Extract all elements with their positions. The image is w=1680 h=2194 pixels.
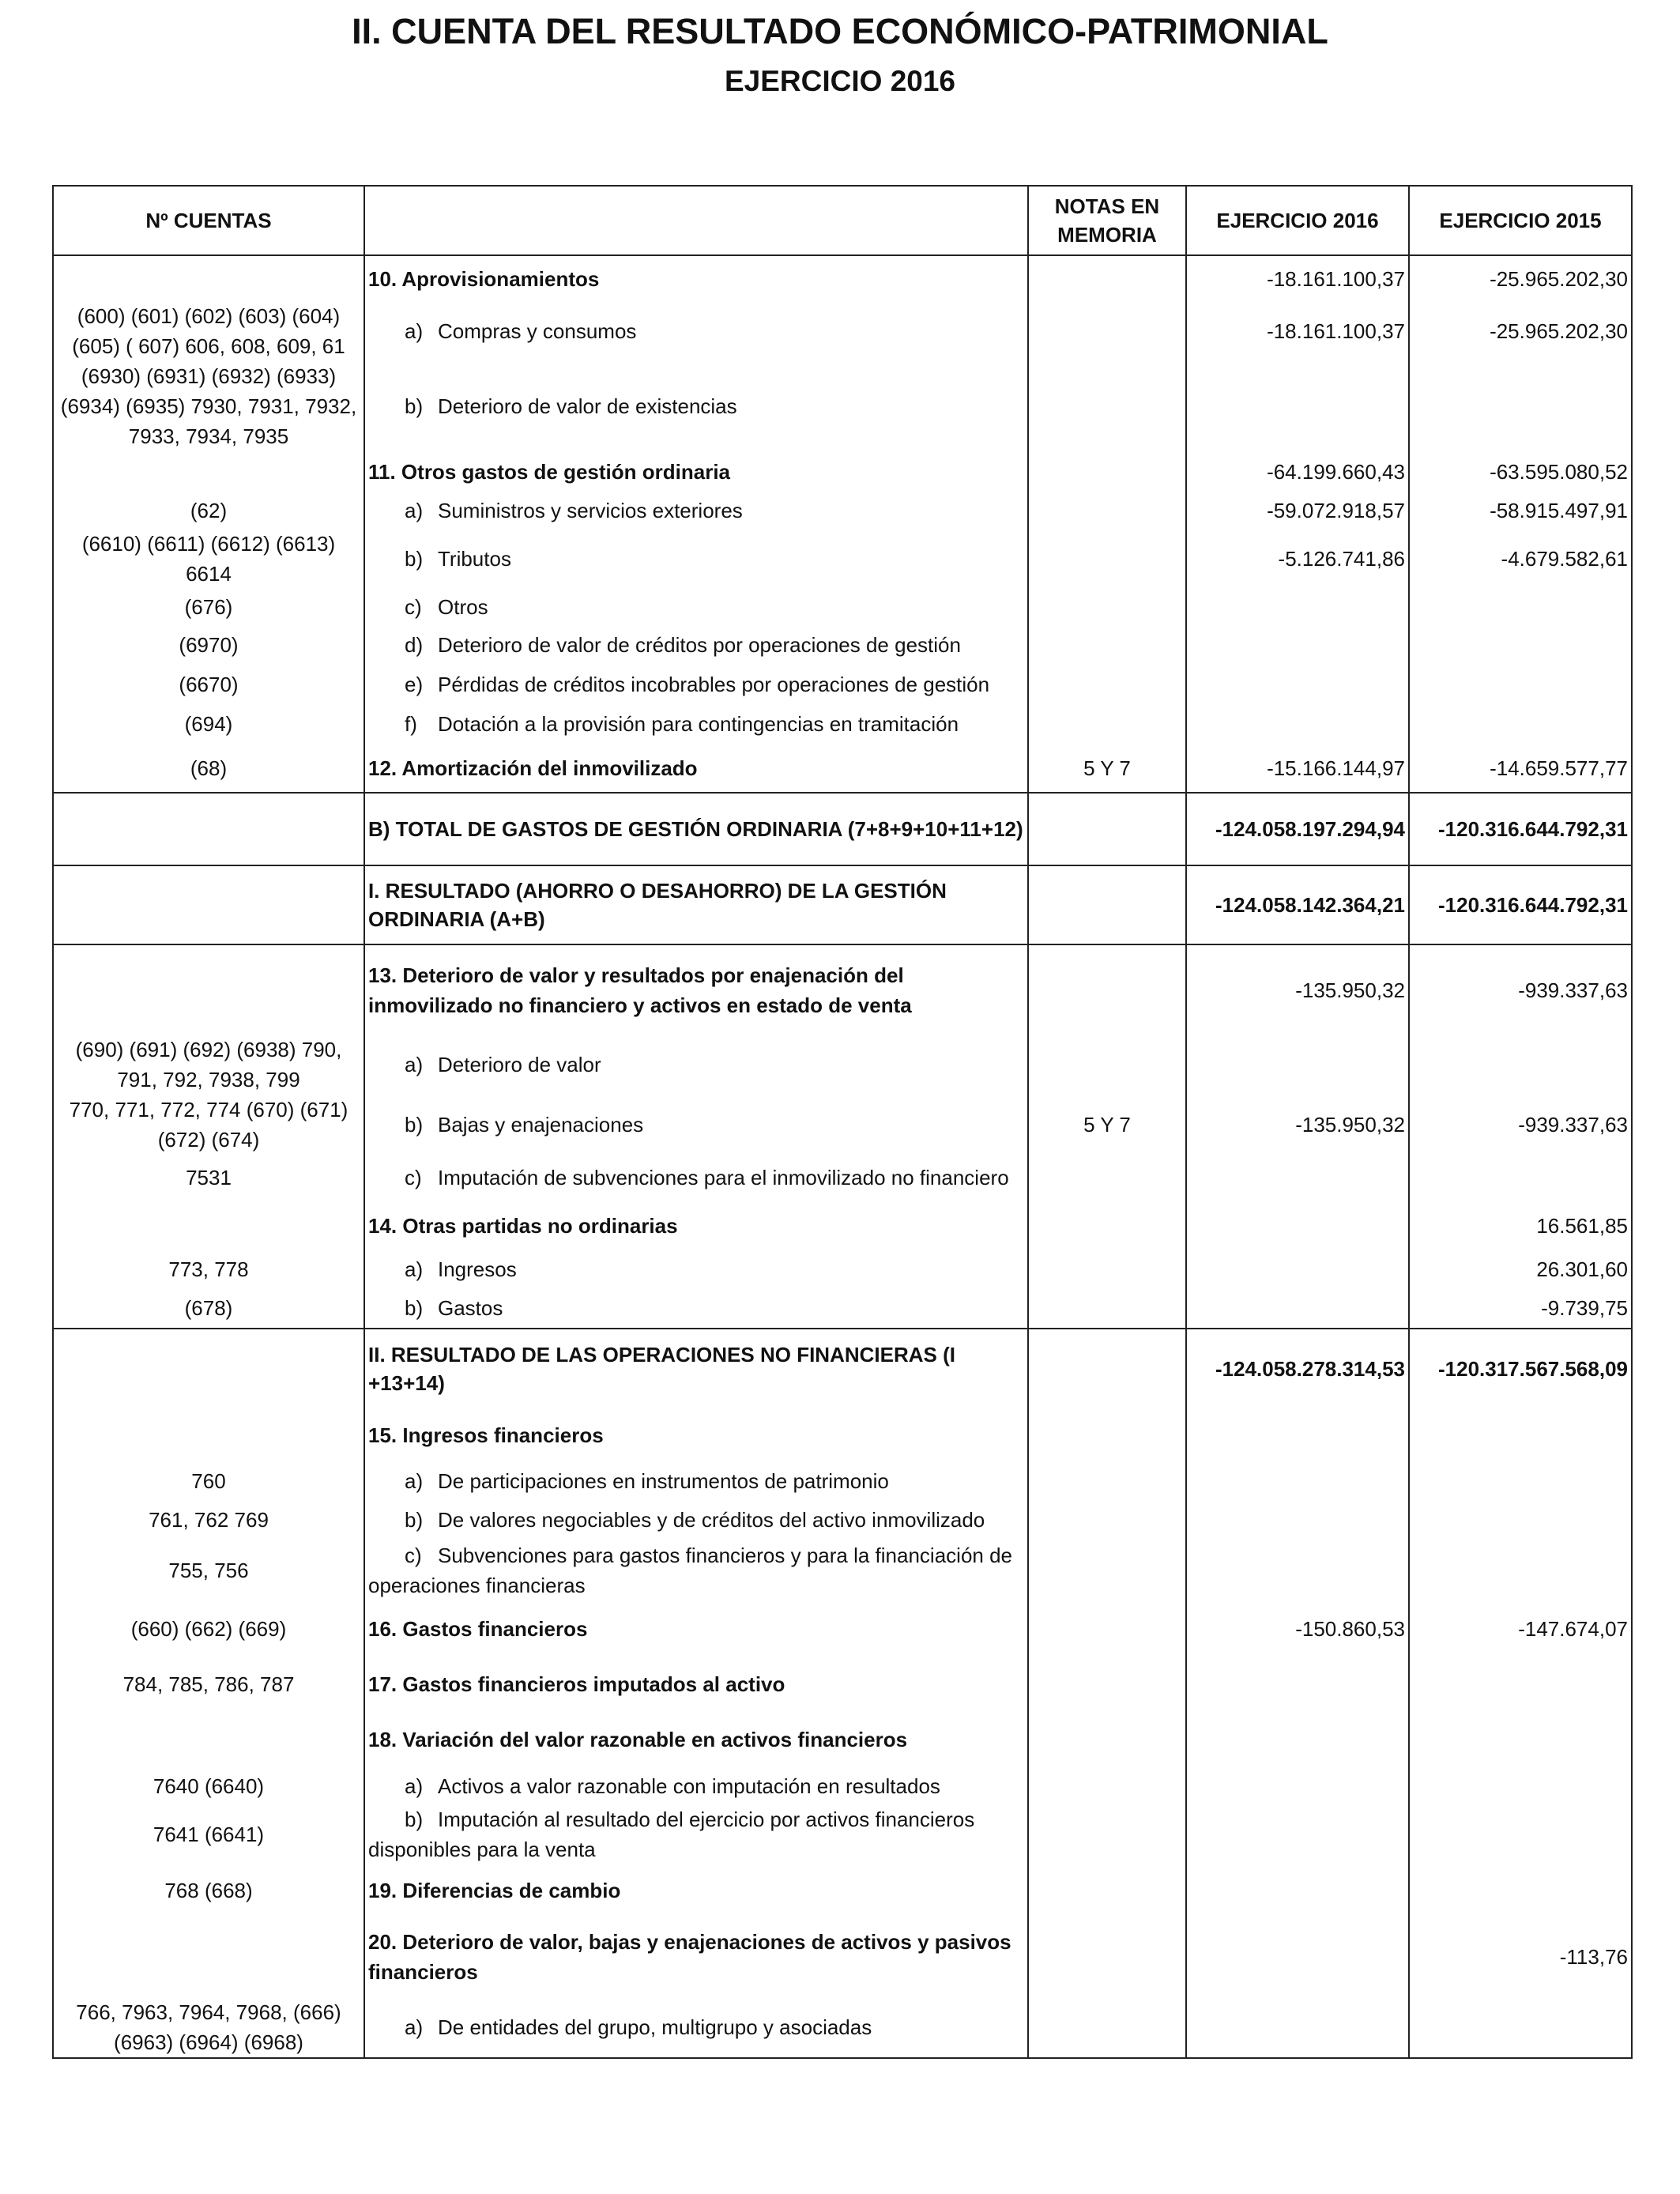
memoria-notes [1028,1408,1186,1463]
line-item-label [364,589,1028,625]
amount-2015: -63.595.080,52 [1409,451,1632,492]
line-item-label [364,529,1028,589]
item-letter: b) [405,1508,424,1532]
memoria-notes: 5 Y 7 [1028,1095,1186,1155]
header-year-2015: EJERCICIO 2015 [1409,186,1632,255]
item-letter: a) [405,1774,424,1798]
amount-2015 [1409,1035,1632,1095]
item-letter: d) [405,633,424,657]
amount-2016 [1186,1917,1409,1997]
item-text: De entidades del grupo, multigrupo y asociadas [438,2015,872,2039]
memoria-notes [1028,1997,1186,2058]
table-row [53,1035,1632,1095]
amount-2016: -124.058.278.314,53 [1186,1329,1409,1408]
amount-2016 [1186,704,1409,744]
table-row [53,255,1632,301]
item-text: Deterioro de valor de existencias [438,394,737,418]
report-subtitle: EJERCICIO 2016 [724,65,956,97]
item-text: Imputación al resultado del ejercicio por activos financieros disponibles para la venta [368,1808,975,1861]
amount-2015: 16.561,85 [1409,1201,1632,1251]
table-row [53,1600,1632,1657]
memoria-notes [1028,1657,1186,1711]
memoria-notes [1028,865,1186,944]
table-row [53,1657,1632,1711]
amount-2015: -25.965.202,30 [1409,301,1632,361]
amount-2016: -64.199.660,43 [1186,451,1409,492]
amount-2015 [1409,704,1632,744]
line-item-label [364,1035,1028,1095]
memoria-notes [1028,1035,1186,1095]
account-codes: (600) (601) (602) (603) (604) (605) ( 607) 606, 608, 609, 61 [53,301,364,361]
amount-2016 [1186,1155,1409,1201]
line-item-label: 12. Amortización del inmovilizado [364,744,1028,793]
line-item-label: 17. Gastos financieros imputados al activo [364,1657,1028,1711]
table-row [53,1287,1632,1329]
header-description [364,186,1028,255]
amount-2015: -120.317.567.568,09 [1409,1329,1632,1408]
line-item-label [364,361,1028,451]
memoria-notes [1028,361,1186,451]
account-codes: (68) [53,744,364,793]
line-item-label [364,1540,1028,1600]
memoria-notes: 5 Y 7 [1028,744,1186,793]
table-row [53,1540,1632,1600]
account-codes [53,1711,364,1768]
amount-2016 [1186,1657,1409,1711]
account-codes: (62) [53,492,364,529]
item-text: Deterioro de valor [438,1053,601,1076]
table-row [53,744,1632,793]
memoria-notes [1028,1600,1186,1657]
account-codes: (6970) [53,625,364,665]
amount-2015: -9.739,75 [1409,1287,1632,1329]
account-codes [53,865,364,944]
account-codes: (6670) [53,665,364,704]
memoria-notes [1028,492,1186,529]
header-year-2016: EJERCICIO 2016 [1186,186,1409,255]
line-item-label [364,1804,1028,1864]
account-codes: 7640 (6640) [53,1768,364,1804]
account-codes: 761, 762 769 [53,1499,364,1540]
memoria-notes [1028,1768,1186,1804]
line-item-label: 20. Deterioro de valor, bajas y enajenaciones de activos y pasivos financieros [364,1917,1028,1997]
item-letter: a) [405,1257,424,1281]
line-item-label [364,1251,1028,1287]
amount-2016 [1186,665,1409,704]
item-text: Bajas y enajenaciones [438,1113,644,1137]
line-item-label [364,1463,1028,1499]
line-item-label [364,625,1028,665]
item-letter: a) [405,319,424,343]
table-body [53,255,1632,2058]
account-codes: 760 [53,1463,364,1499]
amount-2016: -135.950,32 [1186,944,1409,1035]
amount-2016 [1186,1201,1409,1251]
memoria-notes [1028,704,1186,744]
account-codes [53,451,364,492]
amount-2016 [1186,361,1409,451]
table-row [53,1095,1632,1155]
line-item-label [364,1768,1028,1804]
amount-2015 [1409,589,1632,625]
amount-2015 [1409,1463,1632,1499]
memoria-notes [1028,529,1186,589]
table-row [53,1408,1632,1463]
account-codes [53,1917,364,1997]
amount-2016 [1186,1035,1409,1095]
account-codes: (678) [53,1287,364,1329]
amount-2015 [1409,625,1632,665]
header-notes: NOTAS EN MEMORIA [1028,186,1186,255]
memoria-notes [1028,1711,1186,1768]
account-codes [53,1329,364,1408]
item-text: Dotación a la provisión para contingencias en tramitación [438,712,959,736]
amount-2015 [1409,1540,1632,1600]
amount-2016 [1186,1287,1409,1329]
total-row [53,793,1632,865]
table-row [53,1768,1632,1804]
amount-2016 [1186,1408,1409,1463]
item-letter: a) [405,1469,424,1493]
amount-2015: -120.316.644.792,31 [1409,865,1632,944]
memoria-notes [1028,1499,1186,1540]
memoria-notes [1028,1201,1186,1251]
table-row [53,1499,1632,1540]
amount-2015: 26.301,60 [1409,1251,1632,1287]
amount-2015: -14.659.577,77 [1409,744,1632,793]
amount-2015: -939.337,63 [1409,1095,1632,1155]
account-codes: 770, 771, 772, 774 (670) (671) (672) (674) [53,1095,364,1155]
amount-2015: -113,76 [1409,1917,1632,1997]
table-row [53,1864,1632,1917]
account-codes: 784, 785, 786, 787 [53,1657,364,1711]
table-row [53,1155,1632,1201]
item-letter: e) [405,673,424,696]
amount-2015 [1409,1768,1632,1804]
amount-2015 [1409,665,1632,704]
line-item-label: 16. Gastos financieros [364,1600,1028,1657]
memoria-notes [1028,451,1186,492]
amount-2015: -4.679.582,61 [1409,529,1632,589]
table-row [53,665,1632,704]
account-codes [53,1201,364,1251]
memoria-notes [1028,1864,1186,1917]
line-item-label [364,492,1028,529]
memoria-notes [1028,1463,1186,1499]
line-item-label: 13. Deterioro de valor y resultados por enajenación del inmovilizado no financiero y activos en estado de venta [364,944,1028,1035]
table-row [53,1463,1632,1499]
amount-2015: -58.915.497,91 [1409,492,1632,529]
report-title: II. CUENTA DEL RESULTADO ECONÓMICO-PATRIMONIAL [352,11,1328,51]
line-item-label: 19. Diferencias de cambio [364,1864,1028,1917]
amount-2015 [1409,361,1632,451]
account-codes: 7531 [53,1155,364,1201]
amount-2016 [1186,1499,1409,1540]
amount-2015: -120.316.644.792,31 [1409,793,1632,865]
item-letter: c) [405,595,422,619]
memoria-notes [1028,625,1186,665]
total-row [53,865,1632,944]
amount-2015: -939.337,63 [1409,944,1632,1035]
amount-2016: -124.058.142.364,21 [1186,865,1409,944]
account-codes: 766, 7963, 7964, 7968, (666) (6963) (6964) (6968) [53,1997,364,2058]
item-text: Compras y consumos [438,319,637,343]
amount-2016: -59.072.918,57 [1186,492,1409,529]
item-text: Gastos [438,1295,503,1320]
line-item-label [364,301,1028,361]
amount-2016 [1186,1864,1409,1917]
item-text: Tributos [438,547,511,571]
table-row [53,704,1632,744]
income-statement-table [52,185,1633,2059]
table-row [53,301,1632,361]
amount-2016: -5.126.741,86 [1186,529,1409,589]
amount-2016 [1186,589,1409,625]
account-codes: (660) (662) (669) [53,1600,364,1657]
total-label: II. RESULTADO DE LAS OPERACIONES NO FINANCIERAS (I +13+14) [364,1329,1028,1408]
table-row [53,492,1632,529]
table-row [53,529,1632,589]
line-item-label [364,1499,1028,1540]
item-letter: a) [405,1053,424,1076]
item-text: Pérdidas de créditos incobrables por operaciones de gestión [438,673,990,696]
amount-2015 [1409,1155,1632,1201]
table-row [53,361,1632,451]
item-text: Otros [438,595,488,619]
item-text: Imputación de subvenciones para el inmovilizado no financiero [438,1166,1009,1189]
amount-2016: -18.161.100,37 [1186,301,1409,361]
account-codes: (694) [53,704,364,744]
amount-2015: -25.965.202,30 [1409,255,1632,301]
account-codes [53,255,364,301]
amount-2016: -18.161.100,37 [1186,255,1409,301]
item-letter: c) [405,1544,422,1567]
line-item-label: 14. Otras partidas no ordinarias [364,1201,1028,1251]
amount-2015 [1409,1997,1632,2058]
memoria-notes [1028,1540,1186,1600]
item-text: Ingresos [438,1257,517,1281]
amount-2016 [1186,1804,1409,1864]
memoria-notes [1028,1804,1186,1864]
amount-2016 [1186,1768,1409,1804]
table-row [53,451,1632,492]
table-row [53,1251,1632,1287]
header-row [53,186,1632,255]
amount-2015 [1409,1864,1632,1917]
account-codes [53,944,364,1035]
line-item-label [364,704,1028,744]
item-text: Subvenciones para gastos financieros y para la financiación de operaciones financieras [368,1544,1013,1597]
account-codes: 773, 778 [53,1251,364,1287]
line-item-label: 10. Aprovisionamientos [364,255,1028,301]
item-letter: b) [405,394,424,418]
account-codes: 768 (668) [53,1864,364,1917]
item-letter: b) [405,1113,424,1137]
item-letter: c) [405,1166,422,1189]
item-text: Deterioro de valor de créditos por operaciones de gestión [438,633,961,657]
item-letter: b) [405,1295,424,1320]
amount-2015 [1409,1657,1632,1711]
amount-2015 [1409,1408,1632,1463]
memoria-notes [1028,1251,1186,1287]
item-letter: a) [405,2015,424,2039]
amount-2015 [1409,1499,1632,1540]
table-row [53,1804,1632,1864]
memoria-notes [1028,255,1186,301]
total-label: I. RESULTADO (AHORRO O DESAHORRO) DE LA GESTIÓN ORDINARIA (A+B) [364,865,1028,944]
line-item-label [364,665,1028,704]
line-item-label: 18. Variación del valor razonable en activos financieros [364,1711,1028,1768]
memoria-notes [1028,589,1186,625]
table-row [53,944,1632,1035]
account-codes: 755, 756 [53,1540,364,1600]
total-label: B) TOTAL DE GASTOS DE GESTIÓN ORDINARIA (7+8+9+10+11+12) [364,793,1028,865]
amount-2016: -124.058.197.294,94 [1186,793,1409,865]
account-codes: 7641 (6641) [53,1804,364,1864]
amount-2015 [1409,1711,1632,1768]
item-letter: a) [405,499,424,522]
line-item-label [364,1287,1028,1329]
memoria-notes [1028,665,1186,704]
table-row [53,625,1632,665]
item-letter: b) [405,1808,424,1831]
account-codes: (6930) (6931) (6932) (6933) (6934) (6935) 7930, 7931, 7932, 7933, 7934, 7935 [53,361,364,451]
item-letter: f) [405,712,417,736]
line-item-label: 11. Otros gastos de gestión ordinaria [364,451,1028,492]
account-codes [53,1408,364,1463]
account-codes: (6610) (6611) (6612) (6613) 6614 [53,529,364,589]
item-text: Suministros y servicios exteriores [438,499,743,522]
table-row [53,1997,1632,2058]
total-row [53,1329,1632,1408]
amount-2015 [1409,1804,1632,1864]
amount-2016: -135.950,32 [1186,1095,1409,1155]
header-accounts: Nº CUENTAS [53,186,364,255]
amount-2016 [1186,1997,1409,2058]
account-codes: (676) [53,589,364,625]
memoria-notes [1028,1329,1186,1408]
line-item-label [364,1997,1028,2058]
table-row [53,1711,1632,1768]
line-item-label [364,1155,1028,1201]
account-codes [53,793,364,865]
amount-2016 [1186,1540,1409,1600]
amount-2016 [1186,1251,1409,1287]
line-item-label [364,1095,1028,1155]
amount-2016: -15.166.144,97 [1186,744,1409,793]
memoria-notes [1028,793,1186,865]
item-text: De valores negociables y de créditos del activo inmovilizado [438,1508,985,1532]
memoria-notes [1028,301,1186,361]
memoria-notes [1028,1287,1186,1329]
memoria-notes [1028,1155,1186,1201]
item-text: Activos a valor razonable con imputación en resultados [438,1774,940,1798]
item-text: De participaciones en instrumentos de patrimonio [438,1469,889,1493]
table-row [53,1917,1632,1997]
amount-2015: -147.674,07 [1409,1600,1632,1657]
item-letter: b) [405,547,424,571]
line-item-label: 15. Ingresos financieros [364,1408,1028,1463]
memoria-notes [1028,1917,1186,1997]
account-codes: (690) (691) (692) (6938) 790, 791, 792, 7938, 799 [53,1035,364,1095]
amount-2016 [1186,1711,1409,1768]
amount-2016 [1186,625,1409,665]
amount-2016: -150.860,53 [1186,1600,1409,1657]
amount-2016 [1186,1463,1409,1499]
table-row [53,589,1632,625]
table-row [53,1201,1632,1251]
memoria-notes [1028,944,1186,1035]
